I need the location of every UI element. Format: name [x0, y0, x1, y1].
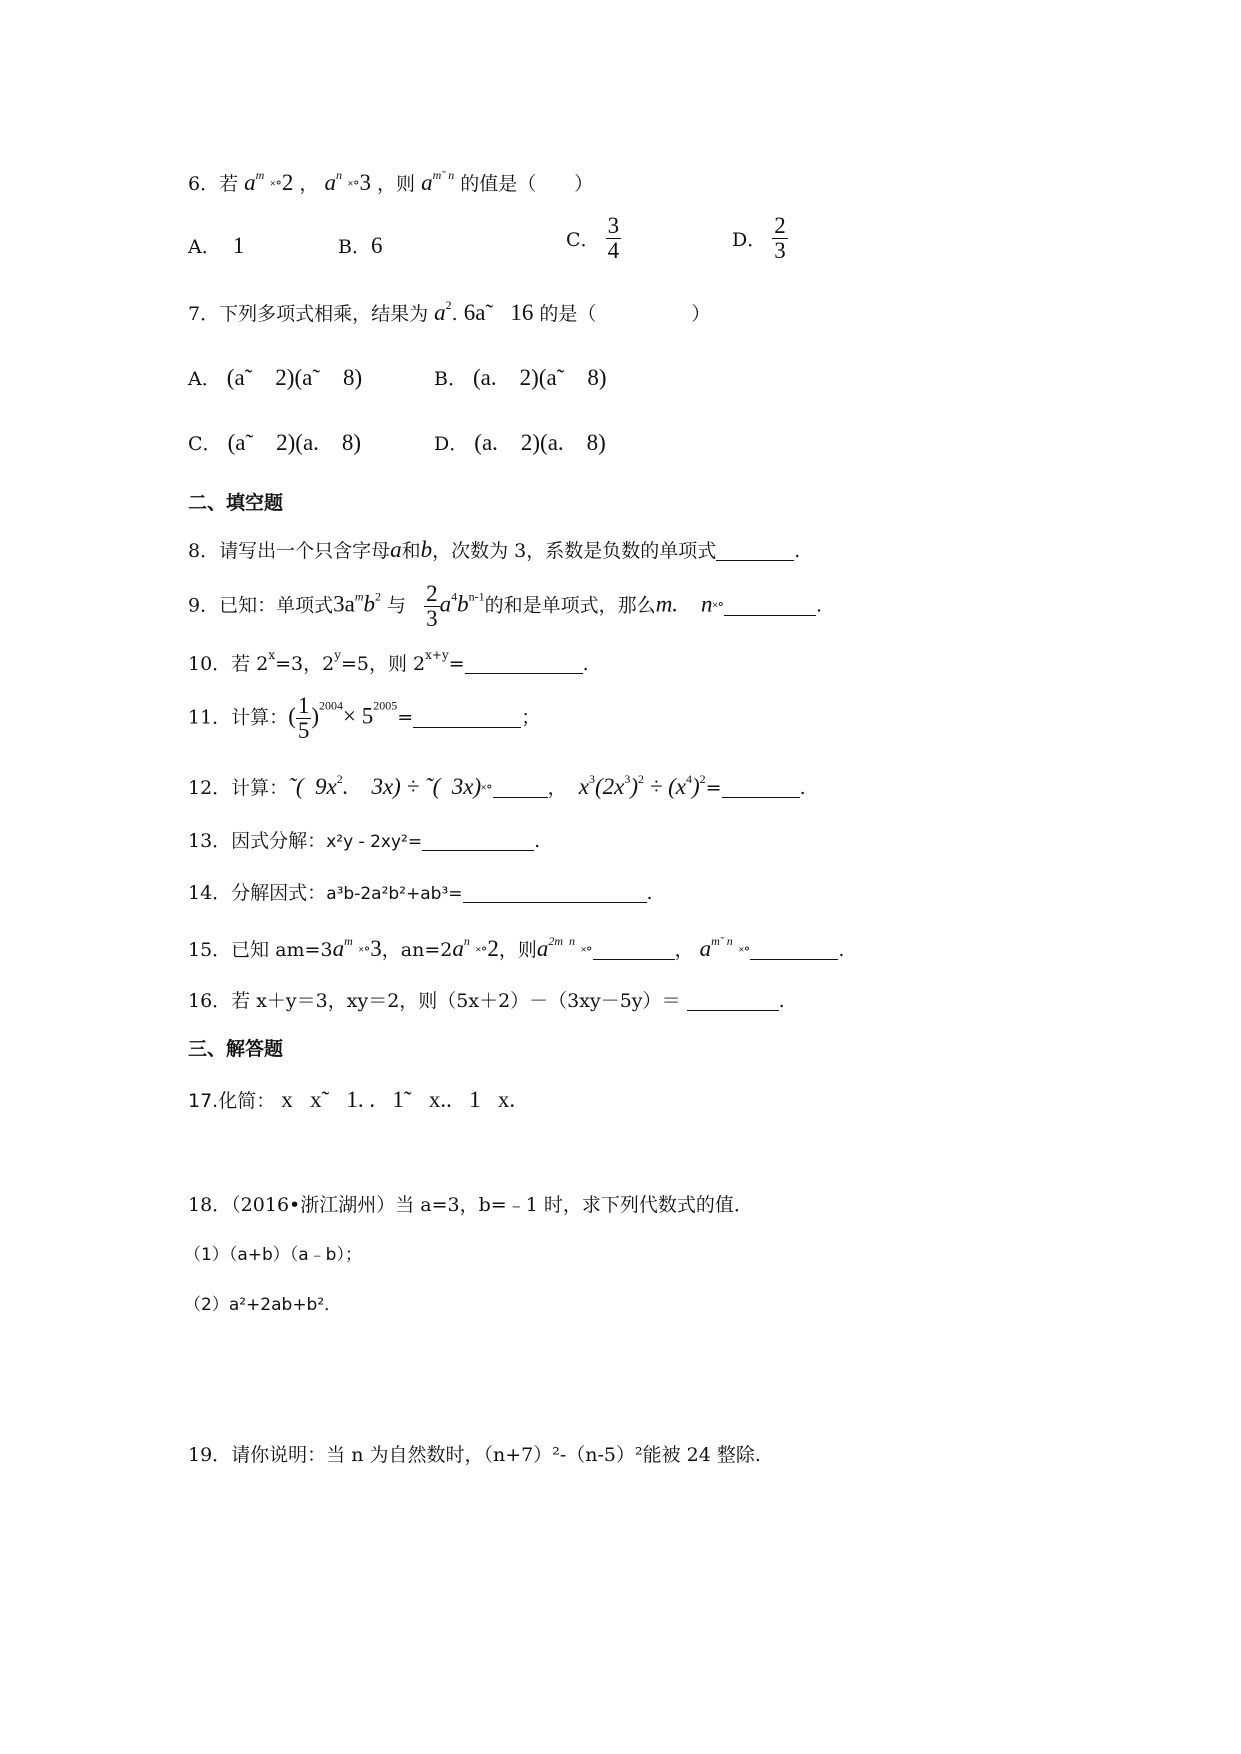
garbled-glyph: ˟° — [475, 945, 488, 960]
value: 3 — [370, 936, 382, 961]
question-text: =3，2 — [275, 653, 335, 675]
section-heading-fill-blank: 二、填空题 — [188, 492, 284, 514]
q7-option-b — [434, 364, 606, 391]
sub-question: （1）（a+b）（a﹣b）； — [184, 1245, 362, 1265]
answer-blank[interactable] — [724, 595, 816, 616]
option-label: D． — [434, 433, 469, 455]
exponent: y — [334, 648, 341, 662]
question-text: 10．若 2 — [188, 653, 269, 675]
question-text: ，an=2 — [381, 939, 453, 961]
equals: = — [397, 706, 414, 729]
exponent: 2m n — [548, 934, 576, 948]
separator: ， — [547, 777, 567, 799]
garbled-glyph: ˟° — [712, 600, 725, 616]
sub-question: （2）a²+2ab+b²． — [184, 1295, 342, 1315]
var-a: a — [699, 936, 712, 961]
option-expression: (a˜ 2)(a˜ 8) — [226, 365, 363, 390]
period: . — [646, 882, 653, 904]
monomial: 3a — [333, 591, 355, 617]
numerator: 2 — [426, 581, 438, 606]
q7-option-c — [188, 429, 361, 456]
exp-m: m — [255, 168, 265, 182]
option-label: B． — [338, 236, 371, 258]
connector: 和 — [401, 540, 421, 562]
expression: (2x — [594, 774, 625, 799]
exp-n: n — [463, 934, 470, 948]
exponent: n-1 — [468, 589, 485, 604]
period: . — [582, 653, 589, 675]
paren: ) — [311, 703, 320, 729]
period: . — [794, 540, 801, 562]
question-tail: 的值是（ ） — [460, 173, 594, 195]
exponent: 2004 — [319, 698, 344, 713]
question-16 — [188, 986, 785, 1013]
answer-blank[interactable] — [493, 777, 548, 798]
answer-blank[interactable] — [687, 990, 779, 1011]
var-a: a — [452, 936, 464, 961]
period: . — [778, 990, 785, 1012]
var-a: a — [390, 537, 402, 562]
fraction — [606, 214, 622, 263]
period: . — [816, 594, 823, 617]
question-text: ，次数为 3，系数是负数的单项式 — [432, 540, 717, 562]
option-label: A． — [188, 368, 221, 390]
question-text: 19．请你说明：当 n 为自然数时，（n+7）²-（n-5）²能被 24 整除. — [188, 1444, 761, 1466]
option-expression: (a. 2)(a˜ 8) — [473, 365, 607, 390]
question-text: 17.化简： — [188, 1090, 276, 1112]
answer-blank[interactable] — [716, 540, 794, 561]
expression: × 5 — [343, 703, 374, 729]
expression: . 3x) ÷ ˜( 3x) — [342, 774, 482, 799]
exponent: 2005 — [373, 698, 398, 713]
expression: ÷ (x — [644, 774, 686, 799]
exponent: x — [268, 648, 276, 662]
garbled-glyph: ˟° — [481, 783, 493, 798]
exponent: 2 — [445, 298, 452, 312]
var-a: a — [332, 936, 345, 961]
question-text: 8．请写出一个只含字母 — [188, 540, 391, 562]
answer-blank[interactable] — [593, 939, 675, 960]
connector: ，则 — [498, 939, 537, 961]
q6-option-a — [188, 232, 244, 259]
question-17 — [188, 1086, 515, 1113]
expression: 6a˜ 16 — [463, 300, 534, 325]
q6-option-b — [338, 232, 382, 259]
denominator: 3 — [774, 238, 786, 264]
var-a: a — [439, 591, 452, 617]
question-10 — [188, 648, 589, 676]
question-text: 9．已知：单项式 — [188, 594, 334, 617]
exponent: m˜ n — [711, 934, 733, 948]
question-text: 14．分解因式： — [188, 882, 327, 904]
expression: ) — [692, 774, 700, 799]
question-text: 15．已知 am=3 — [188, 939, 333, 961]
question-7 — [188, 298, 710, 326]
garbled-glyph: ˟° — [270, 179, 282, 194]
exponent: 3 — [624, 772, 631, 786]
expression: a³b-2a²b²+ab³= — [326, 884, 463, 904]
answer-blank[interactable] — [463, 882, 647, 903]
equals: = — [448, 653, 465, 675]
question-text: =5，则 2 — [340, 653, 426, 675]
var-b: b — [457, 591, 469, 617]
garbled-glyph: ˟° — [347, 179, 360, 194]
denominator: 5 — [297, 718, 310, 744]
fraction — [296, 694, 312, 743]
expression: x²y - 2xy²= — [326, 832, 423, 852]
value: 3 — [359, 170, 371, 195]
answer-blank[interactable] — [413, 707, 521, 728]
denominator: 3 — [426, 606, 438, 632]
garbled-glyph: ˟° — [581, 945, 593, 960]
question-text: 7．下列多项式相乘，结果为 — [188, 303, 429, 325]
question-18-part-2 — [184, 1290, 341, 1315]
option-value: 6 — [370, 233, 383, 258]
question-14 — [188, 878, 653, 905]
question-text: 11．计算： — [188, 706, 289, 729]
question-11 — [188, 694, 540, 743]
exponent: 4 — [686, 772, 692, 786]
expression: m. n — [655, 591, 713, 617]
connector: 与 — [387, 594, 407, 617]
question-19 — [188, 1440, 761, 1467]
separator: ， — [674, 939, 694, 961]
answer-blank[interactable] — [722, 777, 800, 798]
answer-blank[interactable] — [465, 653, 583, 674]
expression: ˜( 9x — [288, 774, 337, 799]
var-b: b — [420, 537, 433, 562]
question-tail: 的是（ ） — [539, 303, 711, 325]
answer-blank[interactable] — [422, 830, 534, 851]
paren: ( — [288, 703, 296, 729]
section-heading-solve: 三、解答题 — [188, 1038, 284, 1060]
var-a: a — [434, 300, 446, 325]
exponent: 4 — [451, 589, 458, 604]
value: 2 — [487, 936, 499, 961]
q6-option-d — [732, 214, 788, 263]
garbled-glyph: . — [451, 303, 458, 325]
option-label: C． — [188, 433, 222, 455]
var-b: b — [363, 591, 375, 617]
question-text: 的和是单项式，那么 — [484, 594, 656, 617]
var-a: a — [324, 170, 336, 195]
var-a: a — [536, 936, 549, 961]
exp-m: m — [354, 589, 364, 604]
question-8 — [188, 536, 800, 563]
fraction — [424, 582, 440, 631]
expression: ) — [630, 774, 638, 799]
period: . — [534, 830, 541, 852]
question-9 — [188, 582, 822, 631]
question-15 — [188, 934, 844, 962]
option-value: 1 — [232, 233, 245, 258]
value: 2 — [281, 170, 294, 195]
equals: = — [705, 777, 722, 799]
garbled-glyph: ˟° — [738, 945, 751, 960]
denominator: 4 — [607, 238, 620, 264]
period: . — [799, 777, 806, 799]
var-a: a — [421, 170, 433, 195]
question-18 — [188, 1190, 753, 1217]
period: . — [838, 939, 845, 961]
question-text: 16．若 x＋y＝3，xy＝2，则（5x＋2）－（3xy－5y）＝ — [188, 990, 681, 1012]
q7-option-a — [188, 364, 362, 391]
option-label: B． — [434, 368, 467, 390]
var-a: a — [244, 170, 256, 195]
var-x: x — [578, 774, 589, 799]
exponent: 2 — [336, 772, 343, 786]
question-text: 12．计算： — [188, 777, 289, 799]
garbled-glyph: ˟° — [358, 945, 371, 960]
exponent: 2 — [374, 589, 381, 604]
numerator: 3 — [607, 213, 620, 238]
expression: x x˜ 1. . 1˜ x.. 1 x. — [281, 1087, 516, 1112]
question-text: 18．（2016•浙江湖州）当 a=3，b=﹣1 时，求下列代数式的值． — [188, 1194, 753, 1216]
connector: ，则 — [377, 173, 416, 195]
option-label: A． — [188, 236, 221, 258]
question-13 — [188, 826, 540, 853]
option-expression: (a. 2)(a. 8) — [474, 430, 606, 455]
question-6 — [188, 168, 593, 196]
answer-blank[interactable] — [750, 939, 838, 960]
option-label: C． — [566, 229, 600, 252]
separator: ， — [299, 173, 319, 195]
q7-option-d — [434, 429, 606, 456]
numerator: 1 — [297, 693, 310, 718]
exp-m-n: m˜ n — [432, 168, 455, 182]
question-18-part-1 — [184, 1240, 362, 1265]
exp-m: m — [344, 934, 353, 948]
exponent: 2 — [638, 772, 644, 786]
question-text: 13．因式分解： — [188, 830, 327, 852]
question-12 — [188, 772, 806, 800]
exponent: x+y — [425, 648, 449, 662]
option-label: D． — [732, 229, 767, 252]
question-number: 6．若 — [188, 173, 239, 195]
fraction — [772, 214, 788, 263]
exponent: 3 — [588, 772, 595, 786]
numerator: 2 — [774, 213, 786, 238]
exponent: 2 — [699, 772, 706, 786]
q6-option-c — [566, 214, 621, 263]
semicolon: ； — [521, 706, 541, 729]
exp-n: n — [335, 168, 342, 182]
option-expression: (a˜ 2)(a. 8) — [227, 430, 362, 455]
